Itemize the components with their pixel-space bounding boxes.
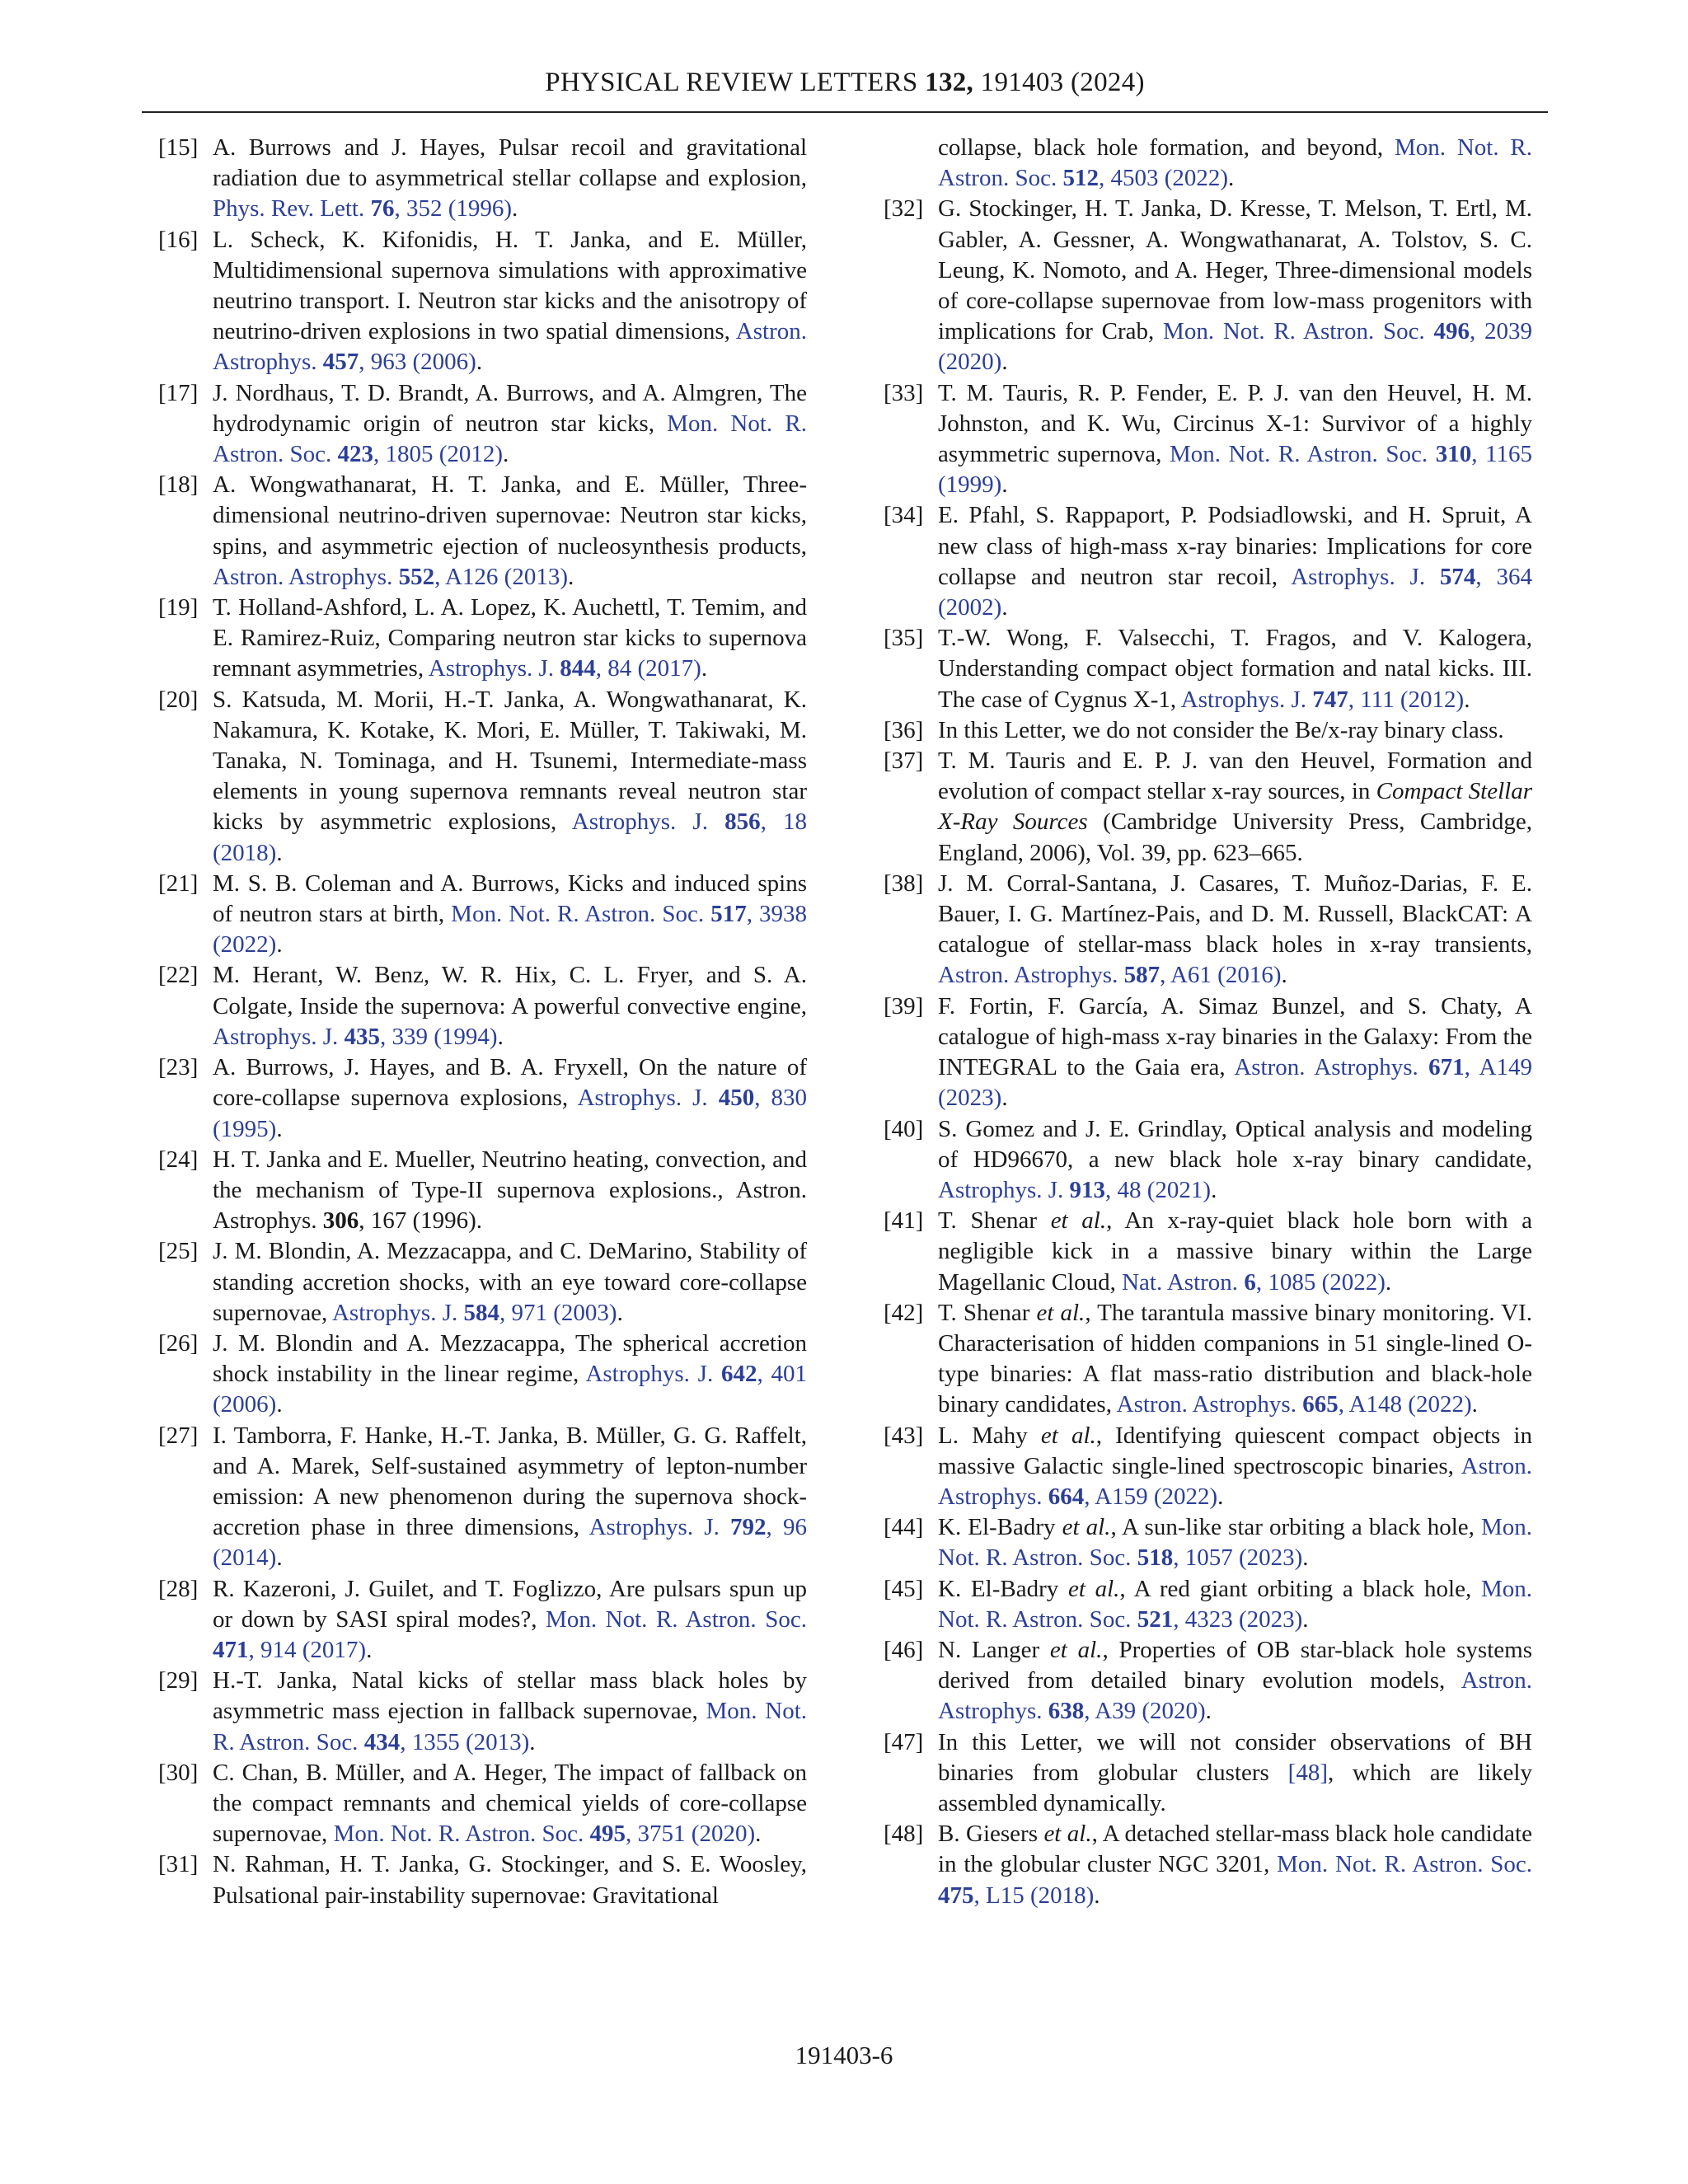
reference-number: [31] [158,1851,199,1878]
citation-volume[interactable]: 76 [370,195,395,223]
citation-link[interactable]: Mon. Not. R. Astron. Soc. 496, 2039 (2020) [938,318,1532,376]
citation-volume[interactable]: 512 [1062,165,1099,192]
reference-text: T.-W. Wong, F. Valsecchi, T. Fragos, and V. Kalogera, Understanding compact object formation and natal kicks. III. The case of Cygnus X-1, Astrophys. J. 747, 111 (2012). [938,625,1532,713]
reference-text: E. Pfahl, S. Rappaport, P. Podsiadlowski, and H. Spruit, A new class of high-mass x-ray binaries: Implications for core collapse and neutron star recoil, Astrophys. J. 574, 364 (2002). [938,502,1533,621]
citation-volume[interactable]: 310 [1435,441,1472,468]
reference-text: A. Burrows, J. Hayes, and B. A. Fryxell, On the nature of core-collapse supernova explosions, Astrophys. J. 450, 830 (1995). [213,1054,808,1142]
citation-volume[interactable]: 844 [560,655,596,682]
reference-item [158,225,807,378]
reference-number: [16] [158,226,199,253]
citation-link[interactable]: Astron. Astrophys. 457, 963 (2006) [213,318,807,376]
reference-text: A. Wongwathanarat, H. T. Janka, and E. Müller, Three-dimensional neutrino-driven supernovae: Neutron star kicks, spins, and asymmetric ejection of nucleosynthesis products, Astron. Astrophys. 552, A126 (2013). [213,471,807,590]
reference-number: [22] [158,962,199,989]
reference-number: [20] [158,686,199,713]
citation-link[interactable]: Astrophys. J. 435, 339 (1994) [213,1023,498,1050]
reference-item [884,991,1532,1114]
citation-link[interactable]: Mon. Not. R. Astron. Soc. 495, 3751 (2020) [333,1821,756,1848]
reference-number: [17] [158,379,199,406]
reference-item [158,1666,807,1758]
citation-link[interactable]: Astrophys. J. 574, 364 (2002) [938,563,1533,621]
reference-text: T. Shenar et al., An x-ray-quiet black hole born with a negligible kick in a massive binary within the Large Magellanic Cloud, Nat. Astron. 6, 1085 (2022). [938,1207,1532,1296]
reference-text: In this Letter, we do not consider the Be/x-ray binary class. [938,716,1504,743]
reference-item [158,685,807,869]
reference-text: In this Letter, we will not consider observations of BH binaries from globular clusters [48], which are likely assembled dynamically. [938,1728,1532,1816]
reference-number: [28] [158,1575,199,1602]
citation-volume[interactable]: 450 [718,1085,755,1112]
reference-text: B. Giesers et al., A detached stellar-mass black hole candidate in the globular cluster NGC 3201, Mon. Not. R. Astron. Soc. 475, L15 (2018). [938,1821,1532,1909]
reference-text: H.-T. Janka, Natal kicks of stellar mass black holes by asymmetric mass ejection in fallback supernovae, Mon. Not. R. Astron. Soc. 434, 1355 (2013). [213,1667,807,1755]
reference-item [158,1574,807,1666]
reference-number: [29] [158,1667,199,1694]
citation-volume[interactable]: 496 [1433,318,1470,345]
reference-number: [32] [884,195,924,223]
reference-item [158,1758,807,1850]
reference-text: N. Rahman, H. T. Janka, G. Stockinger, and S. E. Woosley, Pulsational pair-instability supernovae: Gravitational [213,1851,807,1909]
citation-link[interactable]: Astrophys. J. 792, 96 (2014) [213,1514,808,1572]
reference-item [884,746,1532,869]
reference-item [884,869,1532,991]
reference-number: [19] [158,594,199,621]
journal-name: PHYSICAL REVIEW LETTERS [545,68,918,97]
citation-volume[interactable]: 587 [1123,962,1160,989]
citation-link[interactable]: Nat. Astron. 6, 1085 (2022) [1122,1268,1386,1296]
reference-number: [24] [158,1146,199,1173]
reference-item [158,133,807,225]
reference-text: R. Kazeroni, J. Guilet, and T. Foglizzo, Are pulsars spun up or down by SASI spiral modes?, Mon. Not. R. Astron. Soc. 471, 914 (2017). [213,1575,807,1663]
reference-number: [45] [884,1575,924,1602]
reference-text: T. Shenar et al., The tarantula massive binary monitoring. VI. Characterisation of hidden companions in 51 single-lined O-type binaries: A flat mass-ratio distribution and black-hole binary candidates, Astron. Astrophys. 665, A148 (2022). [938,1299,1532,1418]
citation-volume[interactable]: 457 [322,349,359,376]
citation-link[interactable]: Astrophys. J. 844, 84 (2017) [428,655,701,682]
reference-item [158,1145,807,1237]
reference-item [158,378,807,471]
citation-volume[interactable]: 574 [1439,563,1476,590]
reference-number: [38] [884,869,924,897]
citation-volume[interactable]: 475 [938,1882,974,1909]
reference-number: [48] [884,1821,924,1848]
citation-link[interactable]: Astron. Astrophys. 587, A61 (2016) [938,962,1282,989]
citation-link[interactable]: Astron. Astrophys. 665, A148 (2022) [1116,1391,1472,1418]
citation-link[interactable]: Mon. Not. R. Astron. Soc. 518, 1057 (2023) [938,1514,1532,1572]
reference-number: [34] [884,502,924,529]
citation-link[interactable]: Mon. Not. R. Astron. Soc. 423, 1805 (2012) [213,410,807,468]
citation-link[interactable]: Astrophys. J. 856, 18 (2018) [213,808,808,866]
reference-item [158,1849,807,1910]
reference-text: K. El-Badry et al., A red giant orbiting a black hole, Mon. Not. R. Astron. Soc. 521, 4323 (2023). [938,1575,1532,1633]
reference-number: [27] [158,1422,199,1449]
reference-number: [42] [884,1299,924,1326]
reference-text: N. Langer et al., Properties of OB star-black hole systems derived from detailed binary evolution models, Astron. Astrophys. 638, A39 (2020). [938,1636,1532,1725]
reference-item [884,1114,1532,1207]
reference-text: J. Nordhaus, T. D. Brandt, A. Burrows, and A. Almgren, The hydrodynamic origin of neutron star kicks, Mon. Not. R. Astron. Soc. 423, 1805 (2012). [213,379,807,468]
citation-volume[interactable]: 642 [721,1361,757,1388]
citation-link[interactable]: Mon. Not. R. Astron. Soc. 521, 4323 (2023) [938,1575,1532,1633]
reference-item [884,623,1532,715]
reference-number: [46] [884,1636,924,1663]
citation-volume[interactable]: 517 [710,901,747,928]
citation-volume[interactable]: 856 [724,808,761,836]
reference-item [884,715,1532,746]
reference-item [158,869,807,961]
page-number: 191403-6 [795,2041,893,2069]
reference-item [884,1298,1532,1421]
reference-item [158,960,807,1052]
citation-link[interactable]: Mon. Not. R. Astron. Soc. 471, 914 (2017) [213,1605,807,1663]
reference-number: [26] [158,1329,199,1357]
citation-volume[interactable]: 664 [1048,1483,1085,1510]
reference-number: [39] [884,992,924,1019]
reference-item [884,1574,1532,1635]
reference-text: S. Katsuda, M. Morii, H.-T. Janka, A. Wongwathanarat, K. Nakamura, K. Kotake, K. Mori, E. Müller, T. Takiwaki, M. Tanaka, N. Tominaga, and H. Tsunemi, Intermediate-mass elements in young supernova remnants reveal neutron star kicks by asymmetric explosions, Astrophys. J. 856, 18 (2018). [213,686,808,866]
reference-text: T. M. Tauris, R. P. Fender, E. P. J. van den Heuvel, H. M. Johnston, and K. Wu, Circinus X-1: Survivor of a highly asymmetric supernova, Mon. Not. R. Astron. Soc. 310, 1165 (1999). [938,379,1532,499]
reference-item [884,1819,1532,1911]
citation-link[interactable]: Mon. Not. R. Astron. Soc. 512, 4503 (2022) [938,134,1532,192]
citation-volume[interactable]: 792 [730,1514,767,1541]
reference-continuation: collapse, black hole formation, and beyond, Mon. Not. R. Astron. Soc. 512, 4503 (2022). [938,134,1532,192]
reference-number: [30] [158,1759,199,1786]
citation-volume[interactable]: 518 [1137,1544,1174,1572]
citation-volume[interactable]: 665 [1302,1391,1339,1418]
citation-volume[interactable]: 471 [213,1636,249,1663]
reference-item [158,470,807,593]
citation-volume[interactable]: 6 [1244,1268,1256,1296]
volume-number: 132, [925,68,974,97]
citation-link[interactable]: Astrophys. J. 747, 111 (2012) [1180,686,1465,713]
reference-item [158,1421,807,1574]
reference-number: [18] [158,471,199,499]
citation-volume[interactable]: 552 [398,563,435,590]
reference-text: J. M. Corral-Santana, J. Casares, T. Muñoz-Darias, F. E. Bauer, I. G. Martínez-Pais, and D. M. Russell, BlackCAT: A catalogue of stellar-mass black holes in x-ray transients, Astron. Astrophys. 587, A61 (2016). [938,869,1532,989]
reference-text: L. Mahy et al., Identifying quiescent compact objects in massive Galactic single-lined spectroscopic binaries, Astron. Astrophys. 664, A159 (2022). [938,1422,1532,1510]
citation-volume[interactable]: 495 [589,1821,626,1848]
reference-number: [43] [884,1422,924,1449]
reference-item [158,593,807,685]
citation-link[interactable]: Mon. Not. R. Astron. Soc. 434, 1355 (2013) [213,1698,807,1755]
left-column [158,133,807,1911]
reference-item [884,194,1532,377]
citation-volume[interactable]: 423 [337,441,373,468]
reference-text: T. M. Tauris and E. P. J. van den Heuvel, Formation and evolution of compact stellar x-ray sources, in Compact Stellar X-Ray Sources (Cambridge University Press, Cambridge, England, 2006), Vol. 39, pp. 623–665. [938,748,1532,866]
reference-text: M. S. B. Coleman and A. Burrows, Kicks and induced spins of neutron stars at birth, Mon. Not. R. Astron. Soc. 517, 3938 (2022). [213,869,807,958]
reference-number: [36] [884,716,924,743]
reference-item [884,378,1532,501]
reference-number: [41] [884,1207,924,1235]
reference-text: I. Tamborra, F. Hanke, H.-T. Janka, B. Müller, G. G. Raffelt, and A. Marek, Self-sustained asymmetry of lepton-number emission: A new phenomenon during the supernova shock-accretion phase in three dimensions, Astrophys. J. 792, 96 (2014). [213,1422,808,1572]
right-column [884,133,1532,1911]
reference-number: [44] [884,1514,924,1541]
citation-link[interactable]: Mon. Not. R. Astron. Soc. 310, 1165 (1999) [938,441,1532,499]
citation-volume[interactable]: 435 [344,1023,381,1050]
reference-number: [15] [158,134,199,161]
reference-number: [33] [884,379,924,406]
citation-volume[interactable]: 434 [363,1728,401,1755]
reference-item [884,500,1532,623]
citation-volume[interactable]: 584 [463,1299,499,1326]
citation-link[interactable]: Astrophys. J. 913, 48 (2021) [938,1176,1212,1203]
reference-item [158,1052,807,1145]
reference-item [884,1635,1532,1727]
citation-volume[interactable]: 638 [1048,1698,1085,1725]
citation-link[interactable]: [48] [1287,1759,1328,1786]
reference-item [884,1512,1532,1573]
citation-volume[interactable]: 913 [1069,1176,1106,1203]
reference-number: [47] [884,1728,924,1755]
running-header [142,68,1548,98]
reference-item [884,1727,1532,1820]
reference-number: [25] [158,1238,199,1265]
citation-link[interactable]: Astron. Astrophys. 671, A149 (2023) [938,1054,1532,1112]
citation-link[interactable]: Mon. Not. R. Astron. Soc. 475, L15 (2018) [938,1851,1532,1909]
article-number: 191403 (2024) [980,68,1145,97]
reference-item [158,1236,807,1329]
reference-number: [23] [158,1054,199,1081]
header-rule [142,111,1548,113]
reference-text: J. M. Blondin and A. Mezzacappa, The spherical accretion shock instability in the linear regime, Astrophys. J. 642, 401 (2006). [213,1329,808,1418]
reference-number: [40] [884,1115,924,1142]
reference-text: H. T. Janka and E. Mueller, Neutrino heating, convection, and the mechanism of Type-II supernova explosions., Astron. Astrophys. 306, 167 (1996). [213,1146,807,1235]
citation-link[interactable]: Astrophys. J. 584, 971 (2003) [331,1299,617,1326]
citation-link[interactable]: Phys. Rev. Lett. 76, 352 (1996) [213,195,513,223]
reference-text: K. El-Badry et al., A sun-like star orbiting a black hole, Mon. Not. R. Astron. Soc. 518, 1057 (2023). [938,1514,1532,1572]
citation-link[interactable]: Astrophys. J. 642, 401 (2006) [213,1361,808,1418]
citation-link[interactable]: Astron. Astrophys. 638, A39 (2020) [938,1667,1532,1725]
reference-text: G. Stockinger, H. T. Janka, D. Kresse, T. Melson, T. Ertl, M. Gabler, A. Gessner, A. Wongwathanarat, A. Tolstov, S. C. Leung, K. Nomoto, and A. Heger, Three-dimensional models of core-collapse supernovae from low-mass progenitors with implications for Crab, Mon. Not. R. Astron. Soc. 496, 2039 (2020). [938,195,1532,376]
reference-text: A. Burrows and J. Hayes, Pulsar recoil and gravitational radiation due to asymmetrical stellar collapse and explosion, Phys. Rev. Lett. 76, 352 (1996). [213,134,807,223]
reference-item [884,1206,1532,1298]
citation-volume[interactable]: 747 [1312,686,1348,713]
reference-number: [35] [884,625,924,652]
reference-number: [21] [158,869,199,897]
reference-text: C. Chan, B. Müller, and A. Heger, The impact of fallback on the compact remnants and chemical yields of core-collapse supernovae, Mon. Not. R. Astron. Soc. 495, 3751 (2020). [213,1759,807,1848]
reference-text: L. Scheck, K. Kifonidis, H. T. Janka, and E. Müller, Multidimensional supernova simulations with approximative neutrino transport. I. Neutron star kicks and the anisotropy of neutrino-driven explosions in two spatial dimensions, Astron. Astrophys. 457, 963 (2006). [213,226,807,376]
reference-text: T. Holland-Ashford, L. A. Lopez, K. Auchettl, T. Temim, and E. Ramirez-Ruiz, Comparing neutron star kicks to supernova remnant asymmetries, Astrophys. J. 844, 84 (2017). [213,594,807,682]
reference-item [884,1421,1532,1513]
reference-text: M. Herant, W. Benz, W. R. Hix, C. L. Fryer, and S. A. Colgate, Inside the supernova: A powerful convective engine, Astrophys. J. 435, 339 (1994). [213,962,807,1050]
reference-text: S. Gomez and J. E. Grindlay, Optical analysis and modeling of HD96670, a new black hole x-ray binary candidate, Astrophys. J. 913, 48 (2021). [938,1115,1532,1203]
citation-link[interactable]: Astron. Astrophys. 552, A126 (2013) [213,563,568,590]
reference-text: J. M. Blondin, A. Mezzacappa, and C. DeMarino, Stability of standing accretion shocks, with an eye toward core-collapse supernovae, Astrophys. J. 584, 971 (2003). [213,1238,807,1326]
citation-volume[interactable]: 671 [1428,1054,1465,1081]
citation-link[interactable]: Astron. Astrophys. 664, A159 (2022) [938,1452,1532,1510]
citation-link[interactable]: Mon. Not. R. Astron. Soc. 517, 3938 (2022) [213,901,807,958]
citation-volume[interactable]: 521 [1137,1605,1174,1633]
reference-number: [37] [884,748,924,775]
reference-item [158,1329,807,1421]
citation-link[interactable]: Astrophys. J. 450, 830 (1995) [213,1085,808,1142]
reference-text: F. Fortin, F. García, A. Simaz Bunzel, and S. Chaty, A catalogue of high-mass x-ray binaries in the Galaxy: From the INTEGRAL to the Gaia era, Astron. Astrophys. 671, A149 (2023). [938,992,1532,1112]
